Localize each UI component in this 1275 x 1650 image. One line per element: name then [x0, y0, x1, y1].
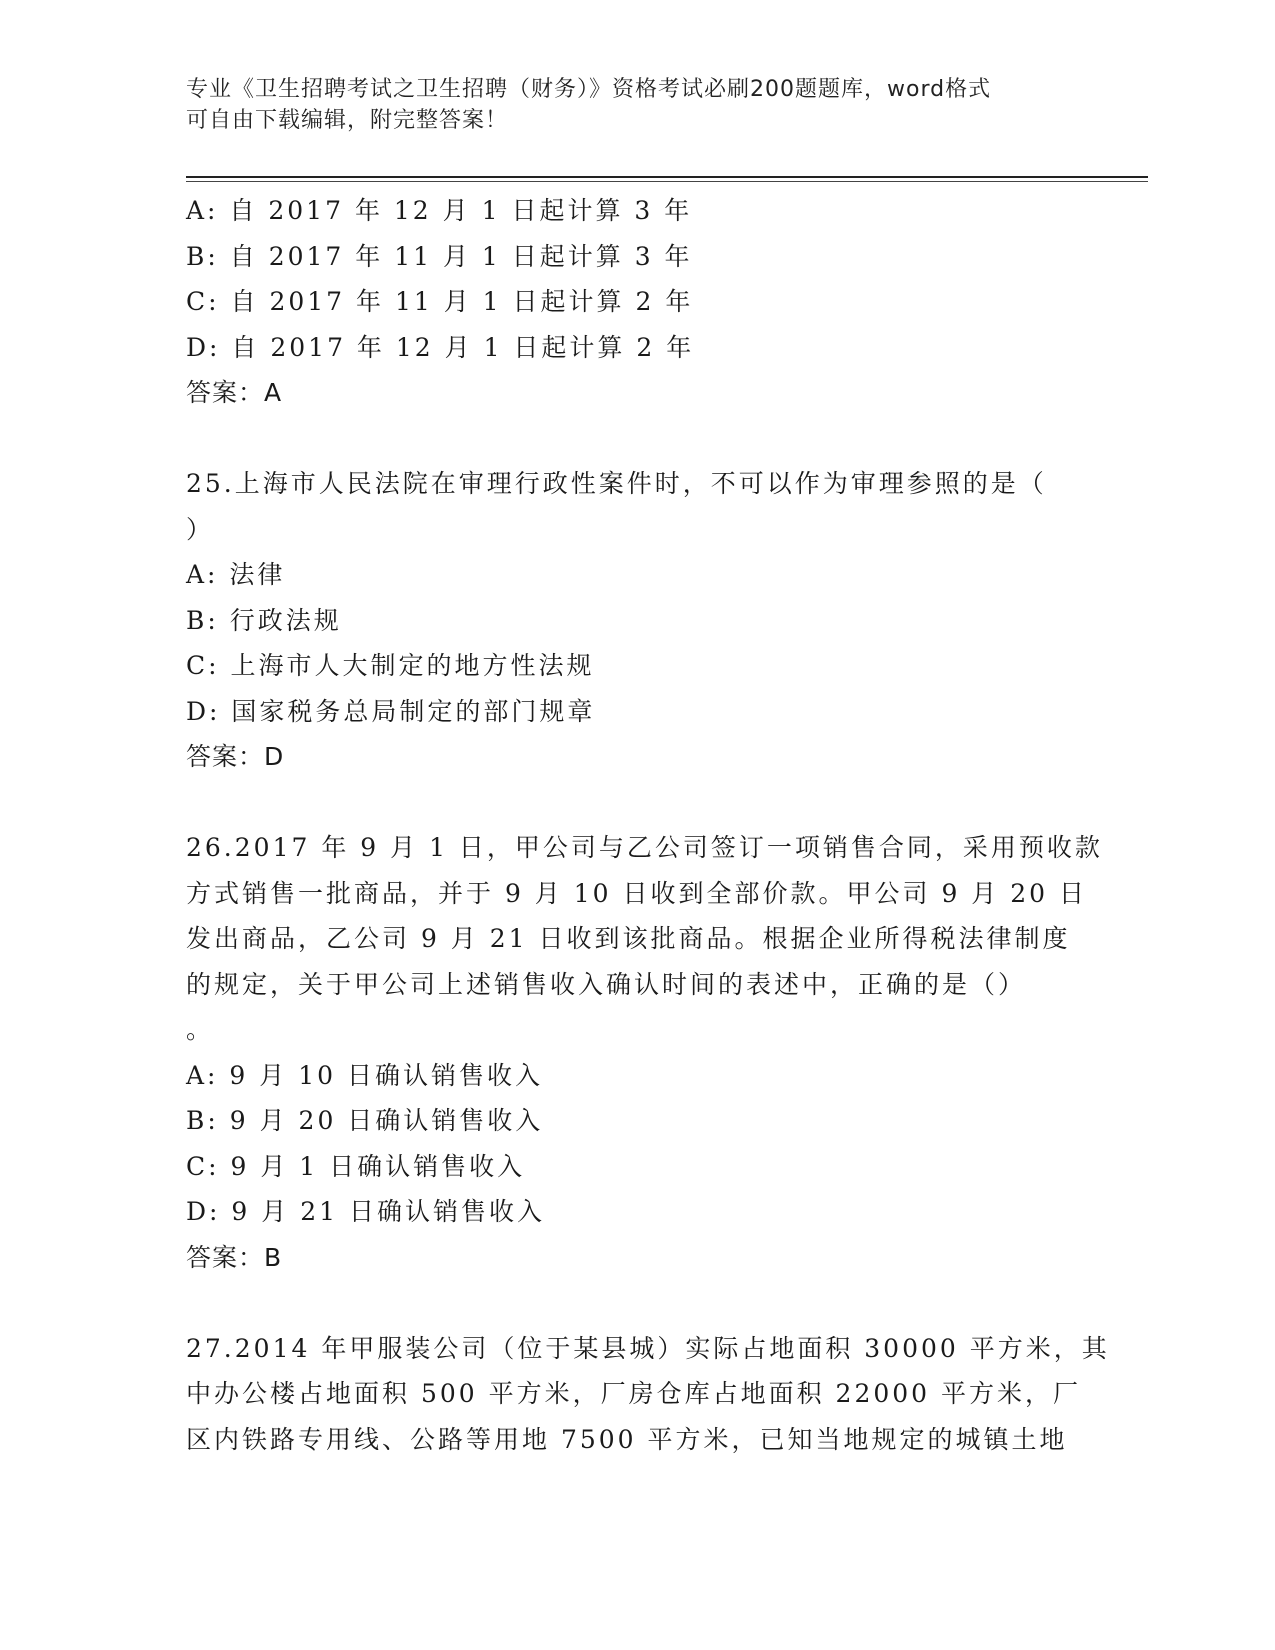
question-27	[186, 1326, 1110, 1463]
answer: 答案：B	[186, 1242, 283, 1272]
question-26	[186, 825, 1103, 1280]
header-line-1: 专业《卫生招聘考试之卫生招聘（财务）》资格考试必刷200题题库，word格式	[186, 77, 992, 102]
option-a: A: 9 月 10 日确认销售收入	[186, 1060, 543, 1090]
option-c: C: 上海市人大制定的地方性法规	[186, 651, 595, 680]
spacer	[186, 416, 1086, 462]
spacer	[186, 1280, 1086, 1326]
stem-line: 的规定，关于甲公司上述销售收入确认时间的表述中，正确的是（）	[186, 969, 1027, 999]
question-stem	[186, 825, 1103, 1053]
question-stem	[186, 1326, 1110, 1463]
question-24	[186, 188, 1086, 416]
stem-line: 中办公楼占地面积 500 平方米，厂房仓库占地面积 22000 平方米，厂	[186, 1379, 1082, 1408]
option-d: D: 自 2017 年 12 月 1 日起计算 2 年	[186, 332, 695, 362]
stem-line: 方式销售一批商品，并于 9 月 10 日收到全部价款。甲公司 9 月 20 日	[186, 878, 1088, 908]
stem-line: 区内铁路专用线、公路等用地 7500 平方米，已知当地规定的城镇土地	[186, 1424, 1068, 1454]
option-a: A: 自 2017 年 12 月 1 日起计算 3 年	[186, 196, 693, 225]
option-b: B: 自 2017 年 11 月 1 日起计算 3 年	[186, 241, 693, 271]
header-divider-thin	[186, 181, 1148, 182]
option-d: D: 9 月 21 日确认销售收入	[186, 1197, 545, 1226]
question-content	[186, 188, 1110, 1462]
stem-line: 25.上海市人民法院在审理行政性案件时，不可以作为审理参照的是（	[186, 469, 1047, 498]
question-25	[186, 461, 1086, 780]
header-line-2: 可自由下载编辑，附完整答案！	[186, 108, 509, 133]
stem-line: 发出商品，乙公司 9 月 21 日收到该批商品。根据企业所得税法律制度	[186, 924, 1071, 953]
option-b: B: 9 月 20 日确认销售收入	[186, 1106, 544, 1135]
option-a: A: 法律	[186, 560, 286, 589]
stem-line: 。	[186, 1015, 215, 1044]
stem-line: 26.2017 年 9 月 1 日，甲公司与乙公司签订一项销售合同，采用预收款	[186, 833, 1103, 862]
option-b: B: 行政法规	[186, 605, 342, 635]
document-header	[186, 74, 1066, 136]
stem-line: 27.2014 年甲服装公司（位于某县城）实际占地面积 30000 平方米，其	[186, 1333, 1110, 1363]
spacer	[186, 780, 1086, 826]
answer: 答案：A	[186, 378, 283, 407]
option-c: C: 自 2017 年 11 月 1 日起计算 2 年	[186, 287, 694, 316]
header-divider-thick	[186, 176, 1148, 178]
question-stem	[186, 461, 1086, 552]
option-d: D: 国家税务总局制定的部门规章	[186, 696, 596, 726]
option-c: C: 9 月 1 日确认销售收入	[186, 1151, 526, 1181]
stem-line: ）	[186, 514, 215, 544]
answer: 答案：D	[186, 742, 285, 771]
